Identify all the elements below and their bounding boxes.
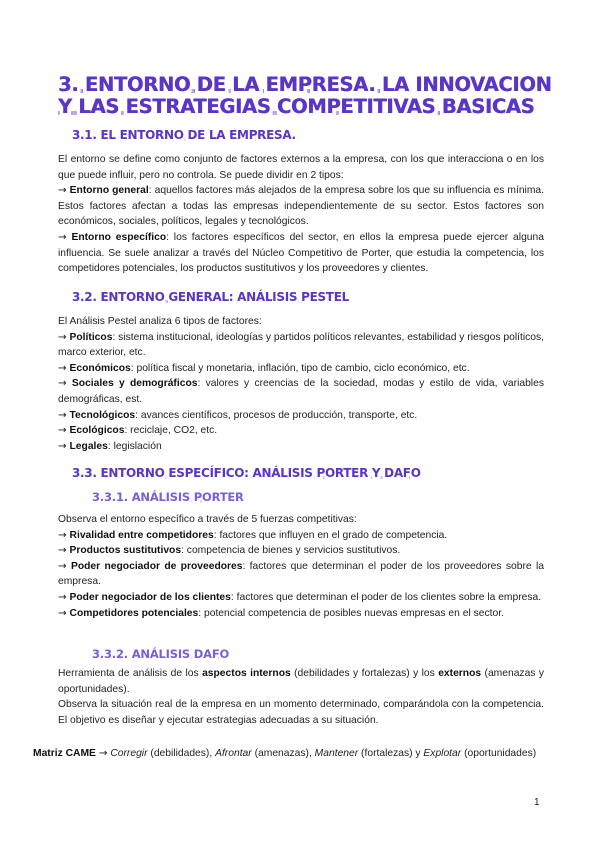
porter-item-proveedores (58, 559, 544, 590)
pestel-item-politicos (58, 330, 544, 361)
pestel-item-tecnologicos (58, 408, 544, 424)
came-explotar: Explotar (423, 748, 462, 759)
arrow-icon: → (58, 361, 67, 374)
dafo-text: Herramienta de análisis de los (58, 668, 203, 679)
entorno-intro: El entorno se define como conjunto de factores externos a la empresa, con los que interacciona o en los que puede influir, pero no controla. Se puede dividir en 2 tipos: (58, 154, 544, 181)
came-afrontar: Afrontar (215, 748, 252, 759)
porter-intro: Observa el entorno específico a través de 5 fuerzas competitivas: (58, 514, 357, 525)
came-desc: (debilidades), (147, 748, 216, 759)
pestel-text: : legislación (107, 440, 162, 452)
porter-term: Poder negociador de proveedores (70, 560, 243, 572)
page-number: 1 (534, 797, 540, 808)
pestel-term: Sociales y demográficos (71, 378, 198, 390)
arrow-icon: → (58, 330, 67, 343)
section-heading-entorno: 3.1. EL ENTORNO DE LA EMPRESA. (72, 128, 296, 142)
pestel-intro: El Análisis Pestel analiza 6 tipos de factores: (58, 316, 262, 327)
section-porter-body (58, 512, 544, 621)
document-title: 3. ENTORNO DE LA EMPRESA. LA INNOVACION Y LAS ESTRATEGIAS COMPETITIVAS BASICAS (58, 73, 552, 118)
entorno-general-term: Entorno general (69, 185, 149, 197)
matriz-came-label: Matriz CAME (33, 748, 96, 759)
section-heading-pestel: 3.2. ENTORNO GENERAL: ANÁLISIS PESTEL (72, 290, 349, 304)
matriz-came-line (33, 746, 573, 761)
pestel-text: : avances científicos, procesos de producción, transporte, etc. (135, 409, 418, 421)
dafo-text: (amenazas y oportunidades). (58, 668, 545, 695)
pestel-item-economicos (58, 361, 544, 377)
dafo-text: (debilidades y fortalezas) y los (290, 668, 439, 679)
came-desc: (oportunidades) (461, 748, 537, 759)
dafo-paragraph-2: Observa la situación real de la empresa en un momento determinado, comparándola con la competencia. El objetivo es diseñar y ejecutar estrategias adecuadas a su situación. (58, 699, 544, 726)
came-mantener: Mantener (314, 748, 359, 759)
pestel-term: Políticos (69, 331, 113, 343)
came-desc: (fortalezas) y (358, 748, 424, 759)
porter-text: : competencia de bienes y servicios sustitutivos. (181, 545, 401, 557)
pestel-term: Económicos (69, 362, 131, 374)
subsection-heading-dafo: 3.3.2. ANÁLISIS DAFO (92, 647, 230, 661)
pestel-text: : reciclaje, CO2, etc. (124, 425, 218, 437)
porter-term: Productos sustitutivos (69, 545, 182, 557)
porter-text: : factores que influyen en el grado de competencia. (213, 529, 448, 541)
arrow-icon: → (58, 559, 67, 572)
arrow-icon: → (58, 424, 67, 437)
dafo-paragraph-1 (58, 666, 544, 697)
pestel-text: : valores y creencias de la sociedad, modas y estilo de vida, variables demográficas, est. (58, 378, 544, 405)
section-heading-porter-dafo: 3.3. ENTORNO ESPECÍFICO: ANÁLISIS PORTER Y DAFO (72, 466, 421, 480)
section-entorno-body (58, 152, 544, 277)
came-desc: (amenazas), (251, 748, 315, 759)
arrow-icon: → (98, 747, 108, 759)
porter-text: : factores que determinan el poder de los clientes sobre la empresa. (230, 591, 542, 603)
arrow-icon: → (58, 184, 67, 197)
arrow-icon: → (58, 377, 67, 390)
porter-item-potenciales (58, 606, 544, 622)
pestel-term: Legales (69, 440, 108, 452)
pestel-item-sociales (58, 376, 544, 407)
dafo-term-externos: externos (438, 668, 482, 679)
porter-text: : factores que determinan el poder de los proveedores sobre la empresa. (58, 560, 544, 588)
arrow-icon: → (58, 439, 67, 452)
arrow-icon: → (58, 606, 67, 619)
porter-item-sustitutivos (58, 543, 544, 559)
porter-text: : potencial competencia de posibles nuevas empresas en el sector. (198, 607, 504, 619)
pestel-term: Tecnológicos (69, 409, 136, 421)
entorno-general-text: : aquellos factores más alejados de la empresa sobre los que su influencia es mínima. Estos factores afectan a todas las empresas independientemente de su sector. Estos factores son económicos, sociales, políticos, legales y tecnológicos. (58, 185, 544, 228)
entorno-especifico-text: : los factores específicos del sector, en ellos la empresa puede ejercer alguna influencia. Se suele analizar a través del Núcleo Competitivo de Porter, que estudia la competencia, los competidores potenciales, los productos sustitutivos y los proveedores y clientes. (58, 231, 544, 275)
arrow-icon: → (58, 590, 67, 603)
porter-term: Competidores potenciales (69, 607, 199, 619)
subsection-heading-porter: 3.3.1. ANÁLISIS PORTER (92, 490, 244, 504)
pestel-text: : política fiscal y monetaria, inflación, tipo de cambio, ciclo económico, etc. (130, 362, 470, 374)
arrow-icon: → (58, 230, 67, 243)
entorno-especifico-term: Entorno específico (71, 231, 167, 243)
arrow-icon: → (58, 528, 67, 541)
came-corregir: Corregir (110, 748, 148, 759)
pestel-item-legales (58, 439, 544, 455)
dafo-term-internos: aspectos internos (202, 668, 291, 679)
arrow-icon: → (58, 544, 67, 557)
porter-term: Poder negociador de los clientes (69, 591, 231, 603)
section-dafo-body (58, 666, 544, 728)
section-pestel-body (58, 314, 544, 454)
pestel-text: : sistema institucional, ideologías y partidos políticos relevantes, estabilidad y riesgos políticos, marco exterior, etc. (58, 331, 544, 359)
porter-term: Rivalidad entre competidores (69, 529, 214, 541)
pestel-item-ecologicos (58, 423, 544, 439)
arrow-icon: → (58, 408, 67, 421)
porter-item-clientes (58, 590, 544, 606)
pestel-term: Ecológicos (69, 425, 125, 437)
porter-item-rivalidad (58, 528, 544, 544)
